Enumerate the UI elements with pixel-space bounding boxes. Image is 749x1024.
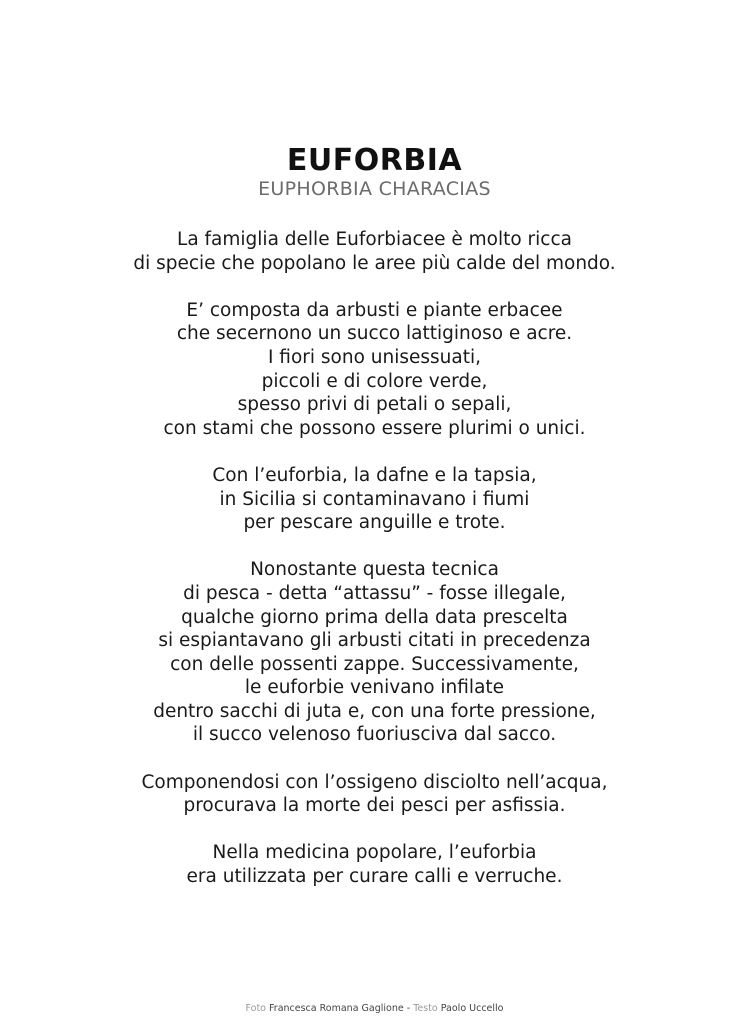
text-credit-label: Testo	[413, 1003, 438, 1014]
paragraph-2	[0, 299, 749, 441]
text-line: Componendosi con l’ossigeno disciolto nell’acqua,	[141, 771, 608, 793]
text-line: di pesca - detta “attassu” - fosse illegale,	[183, 582, 566, 604]
text-line: si espiantavano gli arbusti citati in precedenza	[158, 630, 591, 652]
photo-credit-label: Foto	[245, 1003, 266, 1014]
photo-credit-name: Francesca Romana Gaglione	[269, 1003, 404, 1014]
paragraph-5	[0, 771, 749, 818]
text-line: con stami che possono essere plurimi o unici.	[163, 417, 586, 439]
text-line: Nonostante questa tecnica	[250, 559, 499, 581]
text-line: dentro sacchi di juta e, con una forte pressione,	[153, 700, 596, 722]
text-line: le euforbie venivano infilate	[244, 677, 505, 699]
text-line: qualche giorno prima della data prescelta	[181, 606, 568, 628]
text-credit-name: Paolo Uccello	[440, 1003, 504, 1014]
text-line: il succo velenoso fuoriusciva dal sacco.	[192, 724, 557, 746]
text-line: La famiglia delle Euforbiacee è molto ricca	[177, 229, 572, 250]
page-subtitle: EUPHORBIA CHARACIAS	[258, 178, 491, 200]
paragraph-4	[0, 558, 749, 747]
text-line: I fiori sono unisessuati,	[267, 346, 482, 368]
paragraph-6	[0, 841, 749, 888]
text-line: in Sicilia si contaminavano i fiumi	[219, 488, 530, 510]
text-line: con delle possenti zappe. Successivamente,	[170, 653, 579, 675]
paragraph-1	[0, 228, 749, 275]
page-title: EUFORBIA	[286, 143, 463, 178]
body-text	[0, 228, 749, 912]
text-line: spesso privi di petali o sepali,	[237, 394, 512, 416]
text-line: piccoli e di colore verde,	[261, 370, 488, 392]
text-line: Nella medicina popolare, l’euforbia	[212, 842, 537, 864]
credits-footer	[0, 1003, 749, 1015]
text-line: di specie che popolano le aree più calde del mondo.	[133, 252, 616, 274]
paragraph-3	[0, 464, 749, 535]
text-line: Con l’euforbia, la dafne e la tapsia,	[212, 464, 537, 486]
text-line: che secernono un succo lattiginoso e acre.	[176, 323, 573, 345]
text-line: era utilizzata per curare calli e verruche.	[186, 866, 563, 888]
credits-separator: -	[403, 1003, 414, 1014]
text-line: procurava la morte dei pesci per asfissia.	[183, 795, 566, 817]
text-line: per pescare anguille e trote.	[243, 512, 506, 534]
text-line: E’ composta da arbusti e piante erbacee	[186, 299, 563, 321]
